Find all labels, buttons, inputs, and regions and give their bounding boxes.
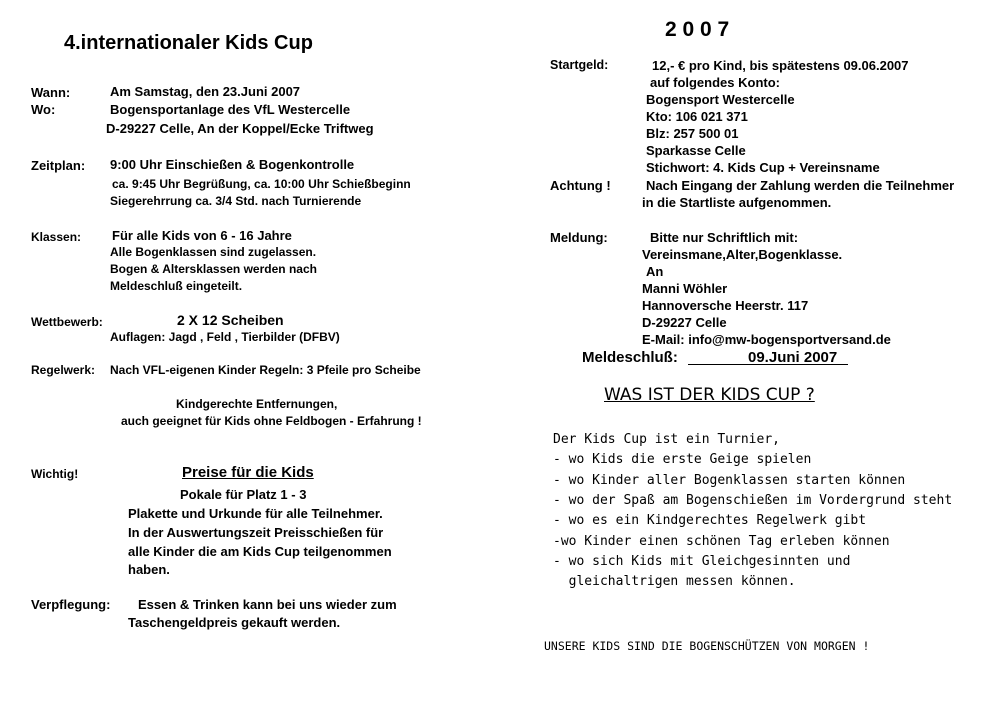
klassen-line-1: Für alle Kids von 6 - 16 Jahre xyxy=(112,228,292,243)
wann-value: Am Samstag, den 23.Juni 2007 xyxy=(110,84,301,99)
kidscup-line: -wo Kinder einen schönen Tag erleben können xyxy=(553,534,890,549)
startgeld-line-3: Bogensport Westercelle xyxy=(646,92,795,107)
zeitplan-line-2: ca. 9:45 Uhr Begrüßung, ca. 10:00 Uhr Schießbeginn xyxy=(112,177,411,191)
regelwerk-value: Nach VFL-eigenen Kinder Regeln: 3 Pfeile pro Scheibe xyxy=(110,363,421,377)
preise-line-4: alle Kinder die am Kids Cup teilgenommen xyxy=(128,544,392,559)
wettbewerb-line-2: Auflagen: Jagd , Feld , Tierbilder (DFBV) xyxy=(110,330,340,344)
kidscup-line: Der Kids Cup ist ein Turnier, xyxy=(553,432,780,447)
startgeld-label: Startgeld: xyxy=(550,58,609,72)
preise-heading: Preise für die Kids xyxy=(182,464,314,481)
startgeld-line-4: Kto: 106 021 371 xyxy=(646,109,748,124)
preise-line-5: haben. xyxy=(128,562,170,577)
entfernung-line-2: auch geeignet für Kids ohne Feldbogen - Erfahrung ! xyxy=(121,414,422,428)
meldung-label: Meldung: xyxy=(550,230,608,245)
startgeld-line-2: auf folgendes Konto: xyxy=(650,75,780,90)
wettbewerb-label: Wettbewerb: xyxy=(31,315,103,329)
verpflegung-line-1: Essen & Trinken kann bei uns wieder zum xyxy=(138,597,397,612)
meldung-line-7: E-Mail: info@mw-bogensportversand.de xyxy=(642,332,891,347)
preise-line-3: In der Auswertungszeit Preisschießen für xyxy=(128,525,384,540)
zeitplan-line-1: 9:00 Uhr Einschießen & Bogenkontrolle xyxy=(110,157,355,172)
klassen-label: Klassen: xyxy=(31,230,82,244)
meldung-line-5: Hannoversche Heerstr. 117 xyxy=(642,298,809,313)
year-heading: 2 0 0 7 xyxy=(665,18,730,41)
startgeld-line-5: Blz: 257 500 01 xyxy=(646,126,739,141)
meldeschluss-label: Meldeschluß: xyxy=(582,349,678,366)
startgeld-line-1: 12,- € pro Kind, bis spätestens 09.06.2007 xyxy=(652,58,909,73)
zeitplan-line-3: Siegerehrrung ca. 3/4 Std. nach Turnierende xyxy=(110,194,362,208)
achtung-line-1: Nach Eingang der Zahlung werden die Teilnehmer xyxy=(646,178,955,193)
preise-line-2: Plakette und Urkunde für alle Teilnehmer. xyxy=(128,506,383,521)
kidscup-line: - wo der Spaß am Bogenschießen im Vordergrund steht xyxy=(553,493,953,508)
achtung-line-2: in die Startliste aufgenommen. xyxy=(642,195,832,210)
wettbewerb-line-1: 2 X 12 Scheiben xyxy=(177,312,284,328)
kidscup-line: - wo Kids die erste Geige spielen xyxy=(553,452,812,467)
verpflegung-line-2: Taschengeldpreis gekauft werden. xyxy=(128,615,341,630)
klassen-line-2: Alle Bogenklassen sind zugelassen. xyxy=(110,245,317,259)
left-title: 4.internationaler Kids Cup xyxy=(64,32,313,54)
zeitplan-label: Zeitplan: xyxy=(31,158,86,173)
regelwerk-label: Regelwerk: xyxy=(31,363,96,377)
kidscup-line: - wo es ein Kindgerechtes Regelwerk gibt xyxy=(553,513,867,528)
startgeld-line-7: Stichwort: 4. Kids Cup + Vereinsname xyxy=(646,160,880,175)
achtung-label: Achtung ! xyxy=(550,178,611,193)
kidscup-line: - wo Kinder aller Bogenklassen starten können xyxy=(553,473,906,488)
kidscup-heading: WAS IST DER KIDS CUP ? xyxy=(604,385,815,405)
klassen-line-3: Bogen & Altersklassen werden nach xyxy=(110,262,317,276)
meldung-line-1: Bitte nur Schriftlich mit: xyxy=(650,230,799,245)
meldeschluss-date: 09.Juni 2007 xyxy=(748,349,838,366)
klassen-line-4: Meldeschluß eingeteilt. xyxy=(110,279,243,293)
startgeld-line-6: Sparkasse Celle xyxy=(646,143,746,158)
kidscup-line: gleichaltrigen messen können. xyxy=(553,574,796,589)
wo-label: Wo: xyxy=(31,102,56,117)
meldung-line-4: Manni Wöhler xyxy=(642,281,728,296)
preise-line-1: Pokale für Platz 1 - 3 xyxy=(180,487,307,502)
entfernung-line-1: Kindgerechte Entfernungen, xyxy=(176,397,338,411)
wo-value-2: D-29227 Celle, An der Koppel/Ecke Triftweg xyxy=(106,121,374,136)
wichtig-label: Wichtig! xyxy=(31,467,79,481)
meldung-line-6: D-29227 Celle xyxy=(642,315,727,330)
kidscup-line: - wo sich Kids mit Gleichgesinnten und xyxy=(553,554,851,569)
footer-slogan: UNSERE KIDS SIND DIE BOGENSCHÜTZEN VON MORGEN ! xyxy=(544,639,870,653)
verpflegung-label: Verpflegung: xyxy=(31,597,111,612)
wann-label: Wann: xyxy=(31,85,71,100)
wo-value-1: Bogensportanlage des VfL Westercelle xyxy=(110,102,351,117)
meldung-line-3: An xyxy=(646,264,664,279)
meldung-line-2: Vereinsmane,Alter,Bogenklasse. xyxy=(642,247,843,262)
